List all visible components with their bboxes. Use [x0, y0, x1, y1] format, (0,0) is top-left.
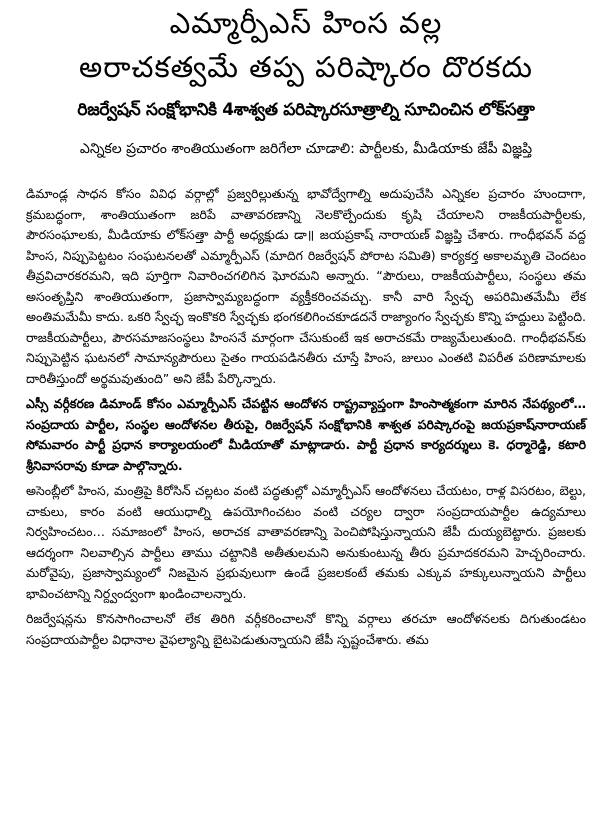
paragraph-4: రిజర్వేషన్లను కొనసాగించాలనో లేక తిరిగి వర్గీకరించాలనో కొన్ని వర్గాలు తరచూ ఆందోళనలకు దిగుతుండటం సంప్రదాయపార్టీల విధానాల వైఫల్యాన్ని బైటపెడుతున్నాయని జేపీ స్పష్టంచేశారు. తమ — [26, 611, 586, 647]
kicker-line: ఎన్నికల ప్రచారం శాంతియుతంగా జరిగేలా చూడాలి: పార్టీలకు, మీడియాకు జేపీ విజ్ఞప్తి — [79, 141, 533, 157]
paragraph-2: ఎస్సీ వర్గీకరణ డిమాండ్ కోసం ఎమ్మార్పీఎస్ చేపట్టిన ఆందోళన రాష్ట్రవ్యాప్తంగా హింసాత్మకంగా మారిన నేపథ్యంలో… సంప్రదాయ పార్టీల, సంస్థల ఆందోళనల తీరుపై, రిజర్వేషన్ సంక్షోభానికి శాశ్వత పరిష్కారంపై జయప్రకాష్‌నారాయణ్ సోమవారం పార్టీ ప్రధాన కార్యాలయంలో మీడియాతో మాట్లాడారు. పార్టీ ప్రధాన కార్యదర్శులు కె. ధర్మారెడ్డి, కటారి శ్రీనివాసరావు కూడా పాల్గొన్నారు. — [26, 396, 586, 473]
headline-line-2: అరాచకత్వమే తప్ప పరిష్కారం దొరకదు — [79, 50, 533, 84]
headline-line-1: ఎమ్మార్పీఎస్ హింస వల్ల — [169, 6, 443, 40]
paragraph-1: డిమాండ్ల సాధన కోసం వివిధ వర్గాల్లో ప్రజ్వరిల్లుతున్న భావోద్వేగాల్ని అదుపుచేసి ఎన్నికల ప్రచారం హుందాగా, క్రమబద్ధంగా, శాంతియుతంగా జరిపే వాతావరణాన్ని నెలకొల్పేందుకు కృషి చేయాలని రాజకీయపార్టీలకు, పౌరసంఘాలకు, మీడియాకు లోక్‌సత్తా పార్టీ అధ్యక్షుడు డా॥ జయప్రకాష్ నారాయణ్ విజ్ఞప్తి చేశారు. గాంధీభవన్ వద్ద హింస, నిప్పుపెట్టటం సంఘటనలతో ఎమ్మార్పీఎస్ (మాదిగ రిజర్వేషన్ పోరాట సమితి) కార్యకర్త అకాలమృతి చెందటం తీవ్రవిచారకరమని, ఇది పూర్తిగా నివారించగలిగిన ఘోరమని అన్నారు. “పౌరులు, రాజకీయపార్టీలు, సంస్థలు తమ అసంతృప్తిని శాంతియుతంగా, ప్రజాస్వామ్యబద్ధంగా వ్యక్తీకరించవచ్చు. కానీ వారి స్వేచ్ఛ అపరిమితమేమీ లేక అంతిమమేమీ కాదు. ఒకరి స్వేచ్ఛ ఇంకొకరి స్వేచ్ఛకు భంగకలిగించకూడదనే రాజ్యాంగం స్వేచ్ఛకు కొన్ని హద్దులు పెట్టింది. రాజకీయపార్టీలు, పౌరసమాజసంస్థలు హింసనే మార్గంగా చేసుకుంటే ఇక అరాచకమే రాజ్యమేలుతుంది. గాంధీభవన్‌కు నిప్పుపెట్టిన ఘటనలో సామాన్యపౌరులు సైతం గాయపడినతీరు చూస్తే హింస, జులుం ఎంతటి విపరీత పరిణామాలకు దారితీస్తుందో అర్థమవుతుంది” అని జేపీ పేర్కొన్నారు. — [26, 186, 586, 386]
paragraph-3: అసెంబ్లీలో హింస, మంత్రిపై కిరోసిన్ చల్లటం వంటి పద్ధతుల్లో ఎమ్మార్పీఎస్ ఆందోళనలు చేయటం, రాళ్ల విసరటం, బెల్టు, చాకులు, కారం వంటి ఆయుధాల్ని ఉపయోగించటం వంటి చర్యల ద్వారా సంప్రదాయపార్టీల ఉద్యమాలు నిర్వహించటం… సమాజంలో హింస, అరాచక వాతావరణాన్ని పెంచిపోషిస్తున్నాయని జేపీ దుయ్యబెట్టారు. ప్రజలకు ఆదర్శంగా నిలవాల్సిన పార్టీలు తాము చట్టానికి అతీతులమని అనుకుంటున్న తీరు ప్రమాదకరమని హెచ్చరించారు. మరోవైపు, ప్రజాస్వామ్యంలో నిజమైన ప్రభువులుగా ఉండే ప్రజలకంటే తమకు ఎక్కువ హక్కులున్నాయని పార్టీలు భావించటాన్ని నిర్ద్వంద్వంగా ఖండించాలన్నారు. — [26, 483, 586, 601]
article-body — [26, 184, 586, 650]
document-page — [0, 4, 612, 822]
subheadline: రిజర్వేషన్ సంక్షోభానికి 4శాశ్వత పరిష్కారసూత్రాల్ని సూచించిన లోక్‌సత్తా — [77, 100, 535, 120]
